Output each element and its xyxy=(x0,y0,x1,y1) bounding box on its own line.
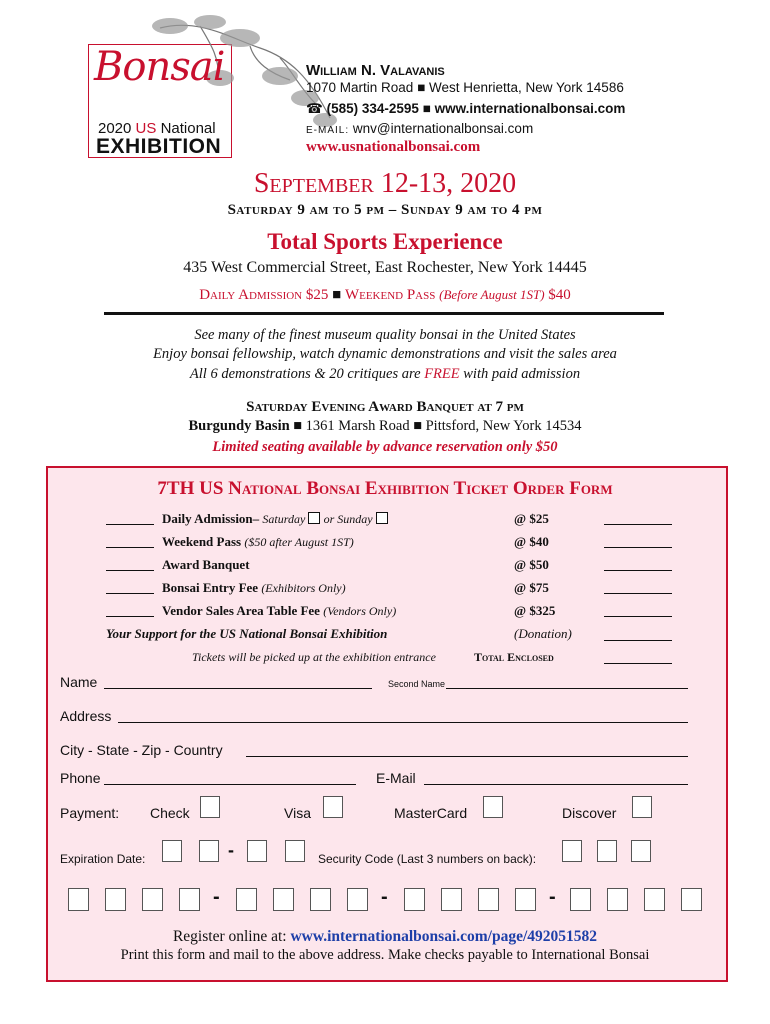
discover-checkbox[interactable] xyxy=(632,796,652,818)
city-label: City - State - Zip - Country xyxy=(60,742,223,758)
order-item-price: @ $25 xyxy=(514,511,549,526)
exp-month-digit-2[interactable] xyxy=(199,840,219,862)
name-label: Name xyxy=(60,674,98,690)
contact-address: 1070 Martin Road ■ West Henrietta, New York 14586 xyxy=(306,80,624,95)
visa-checkbox[interactable] xyxy=(323,796,343,818)
second-name-field[interactable] xyxy=(446,688,688,689)
security-code-label: Security Code (Last 3 numbers on back): xyxy=(318,852,537,866)
phone-icon: ☎ xyxy=(306,101,323,116)
quantity-field[interactable] xyxy=(106,616,154,617)
card-number-digit[interactable] xyxy=(68,888,89,911)
city-field[interactable] xyxy=(246,756,688,757)
event-hours: Saturday 9 am to 5 pm – Sunday 9 am to 4 pm xyxy=(227,202,543,218)
card-number-dash: - xyxy=(549,886,556,908)
print-instruction: Print this form and mail to the above address. Make checks payable to International Bonsai xyxy=(120,947,650,963)
quantity-field[interactable] xyxy=(106,524,154,525)
amount-field[interactable] xyxy=(604,593,672,594)
exp-year-digit-2[interactable] xyxy=(285,840,305,862)
order-item-price: @ $50 xyxy=(514,557,549,572)
total-amount-field[interactable] xyxy=(604,663,672,664)
total-label: Total Enclosed xyxy=(474,650,554,664)
card-number-digit[interactable] xyxy=(681,888,702,911)
order-item-price: @ $325 xyxy=(514,603,556,618)
order-item-label: Bonsai Entry Fee (Exhibitors Only) xyxy=(162,580,346,595)
order-item-label: Weekend Pass ($50 after August 1ST) xyxy=(162,534,354,549)
quantity-field[interactable] xyxy=(106,547,154,548)
amount-field[interactable] xyxy=(604,524,672,525)
venue-address: 435 West Commercial Street, East Rochester, New York 14445 xyxy=(183,259,587,276)
quantity-field[interactable] xyxy=(106,593,154,594)
card-number-digit[interactable] xyxy=(105,888,126,911)
phone-field[interactable] xyxy=(104,784,356,785)
banquet-note: Limited seating available by advance reservation only $50 xyxy=(212,439,558,455)
visa-label: Visa xyxy=(284,805,311,821)
card-number-digit[interactable] xyxy=(310,888,331,911)
card-number-digit[interactable] xyxy=(273,888,294,911)
saturday-checkbox[interactable] xyxy=(308,512,320,524)
order-item-label: Vendor Sales Area Table Fee (Vendors Only) xyxy=(162,603,397,618)
exp-month-digit-1[interactable] xyxy=(162,840,182,862)
banquet-title: Saturday Evening Award Banquet at 7 pm xyxy=(246,399,524,415)
card-number-digit[interactable] xyxy=(478,888,499,911)
discover-label: Discover xyxy=(562,805,617,821)
order-item-price: @ $75 xyxy=(514,580,549,595)
email-label: E-Mail xyxy=(376,770,416,786)
mastercard-label: MasterCard xyxy=(394,805,468,821)
exp-dash: - xyxy=(228,840,234,860)
card-number-digit[interactable] xyxy=(644,888,665,911)
intro-line-2: Enjoy bonsai fellowship, watch dynamic demonstrations and visit the sales area xyxy=(153,346,617,362)
card-number-digit[interactable] xyxy=(142,888,163,911)
order-item-label: Daily Admission– Saturday or Sunday xyxy=(162,511,388,527)
card-number-digit[interactable] xyxy=(179,888,200,911)
card-number-digit[interactable] xyxy=(607,888,628,911)
venue-name: Total Sports Experience xyxy=(267,229,503,254)
intro-line-1: See many of the finest museum quality bonsai in the United States xyxy=(194,327,576,343)
amount-field[interactable] xyxy=(604,570,672,571)
divider xyxy=(104,312,664,315)
mastercard-checkbox[interactable] xyxy=(483,796,503,818)
register-link[interactable]: www.internationalbonsai.com/page/492051582 xyxy=(290,928,598,945)
support-label: Your Support for the US National Bonsai Exhibition xyxy=(106,626,388,641)
card-number-digit[interactable] xyxy=(441,888,462,911)
website-link[interactable]: www.usnationalbonsai.com xyxy=(306,139,481,155)
order-item-label: Award Banquet xyxy=(162,557,250,572)
amount-field[interactable] xyxy=(604,616,672,617)
donation-label: (Donation) xyxy=(514,626,572,641)
amount-field[interactable] xyxy=(604,547,672,548)
card-number-dash: - xyxy=(213,886,220,908)
address-label: Address xyxy=(60,708,112,724)
check-checkbox[interactable] xyxy=(200,796,220,818)
exp-year-digit-1[interactable] xyxy=(247,840,267,862)
contact-phone: ☎ (585) 334-2595 ■ www.internationalbonsai.com xyxy=(306,101,626,116)
contact-email: E-MAIL: wnv@internationalbonsai.com xyxy=(306,121,534,136)
security-digit-1[interactable] xyxy=(562,840,582,862)
order-item-price: @ $40 xyxy=(514,534,549,549)
card-number-digit[interactable] xyxy=(515,888,536,911)
logo-exhibition: EXHIBITION xyxy=(96,135,222,158)
form-title: 7TH US National Bonsai Exhibition Ticket Order Form xyxy=(157,478,613,499)
name-field[interactable] xyxy=(104,688,372,689)
contact-name: William N. Valavanis xyxy=(306,62,445,79)
logo-subtitle: 2020 US National xyxy=(98,120,216,137)
pickup-note: Tickets will be picked up at the exhibition entrance xyxy=(192,650,436,664)
card-number-digit[interactable] xyxy=(404,888,425,911)
banquet-address: Burgundy Basin ■ 1361 Marsh Road ■ Pittsford, New York 14534 xyxy=(188,418,582,434)
intro-line-3: All 6 demonstrations & 20 critiques are FREE with paid admission xyxy=(189,366,581,382)
logo-wordmark: Bonsai xyxy=(94,44,225,90)
expiration-label: Expiration Date: xyxy=(60,852,146,866)
quantity-field[interactable] xyxy=(106,570,154,571)
donation-amount-field[interactable] xyxy=(604,640,672,641)
register-line: Register online at: www.internationalbonsai.com/page/492051582 xyxy=(172,928,598,945)
card-number-digit[interactable] xyxy=(236,888,257,911)
sunday-checkbox[interactable] xyxy=(376,512,388,524)
security-digit-3[interactable] xyxy=(631,840,651,862)
email-field[interactable] xyxy=(424,784,688,785)
email-link[interactable]: wnv@internationalbonsai.com xyxy=(352,121,534,136)
card-number-digit[interactable] xyxy=(570,888,591,911)
payment-label: Payment: xyxy=(60,805,120,821)
card-number-digit[interactable] xyxy=(347,888,368,911)
second-name-label: Second Name xyxy=(388,679,446,689)
admission-prices: Daily Admission $25 ■ Weekend Pass (Before August 1ST) $40 xyxy=(199,287,571,303)
event-dates: September 12-13, 2020 xyxy=(253,168,517,199)
security-digit-2[interactable] xyxy=(597,840,617,862)
phone-label: Phone xyxy=(60,770,101,786)
address-field[interactable] xyxy=(118,722,688,723)
check-label: Check xyxy=(150,805,190,821)
card-number-dash: - xyxy=(381,886,388,908)
